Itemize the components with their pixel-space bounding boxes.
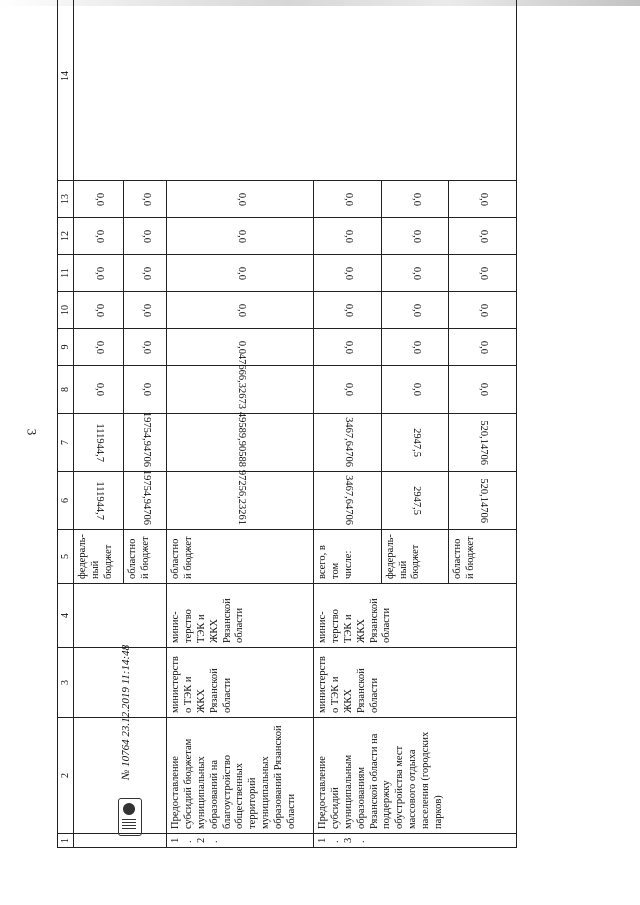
col-num: 9 (58, 329, 74, 366)
value-cell: 0,0 (381, 181, 449, 218)
col-num: 13 (58, 181, 74, 218)
value-cell: 111944,7 (74, 414, 123, 472)
source-cell: всего, в том числе: (314, 530, 382, 584)
col-num: 12 (58, 218, 74, 255)
value-cell: 19754,94706 (123, 472, 167, 530)
source-cell: областной бюджет (167, 530, 314, 584)
value-cell: 0,0 (314, 218, 382, 255)
value-cell: 0,0 (74, 181, 123, 218)
value-cell: 0,0 (167, 329, 314, 366)
value-cell: 0,0 (123, 366, 167, 414)
value-cell: 47666,32673 (167, 366, 314, 414)
source-cell: областной бюджет (449, 530, 517, 584)
value-cell: 0,0 (167, 181, 314, 218)
value-cell: 0,0 (381, 329, 449, 366)
value-cell: 0,0 (381, 292, 449, 329)
value-cell: 0,0 (449, 329, 517, 366)
name-cell: Предоставление субсидий бюджетам муниципальных образований на благоустройство общественных территорий муниципальных образований Рязанской области (167, 718, 314, 834)
value-cell: 0,0 (449, 292, 517, 329)
value-cell: 3467,64706 (314, 414, 382, 472)
value-cell: 0,0 (381, 218, 449, 255)
value-cell: 97256,23261 (167, 472, 314, 530)
col-num: 6 (58, 472, 74, 530)
col-num: 2 (58, 718, 74, 834)
value-cell: 0,0 (123, 255, 167, 292)
value-cell: 0,0 (74, 329, 123, 366)
col-num: 3 (58, 648, 74, 718)
value-cell: 111944,7 (74, 472, 123, 530)
source-cell: федераль-ный бюджет (381, 530, 449, 584)
value-cell: 0,0 (314, 255, 382, 292)
value-cell: 0,0 (449, 366, 517, 414)
value-cell: 0,0 (74, 366, 123, 414)
source-cell: федераль-ный бюджет (74, 530, 123, 584)
row-num-cell: 1.2. (167, 834, 314, 848)
value-cell: 0,0 (123, 218, 167, 255)
value-cell: 0,0 (74, 292, 123, 329)
value-cell: 0,0 (449, 218, 517, 255)
value-cell: 0,0 (123, 329, 167, 366)
value-cell: 19754,94706 (123, 414, 167, 472)
col-num: 8 (58, 366, 74, 414)
value-cell: 49589,90588 (167, 414, 314, 472)
value-cell: 0,0 (123, 181, 167, 218)
value-cell: 3467,64706 (314, 472, 382, 530)
source-cell: областной бюджет (123, 530, 167, 584)
value-cell: 2947,5 (381, 472, 449, 530)
value-cell: 0,0 (449, 181, 517, 218)
value-cell: 0,0 (167, 255, 314, 292)
row-num-cell: 1.3. (314, 834, 517, 848)
value-cell: 0,0 (314, 181, 382, 218)
value-cell: 0,0 (314, 292, 382, 329)
value-cell: 520,14706 (449, 472, 517, 530)
value-cell: 0,0 (381, 366, 449, 414)
executor-cell: министерство ТЭК и ЖКХ Рязанской области (314, 648, 517, 718)
col-num: 14 (58, 0, 74, 181)
executor-cell: министерство ТЭК и ЖКХ Рязанской области (167, 648, 314, 718)
col-num: 7 (58, 414, 74, 472)
col-num: 1 (58, 834, 74, 848)
registration-seal-icon (118, 798, 142, 836)
value-cell: 0,0 (167, 218, 314, 255)
table-row (74, 0, 123, 848)
col-num: 4 (58, 584, 74, 648)
value-cell: 0,0 (449, 255, 517, 292)
coexecutor-cell: минис-терство ТЭК и ЖКХ Рязанской области (167, 584, 314, 648)
value-cell: 0,0 (381, 255, 449, 292)
value-cell: 2947,5 (381, 414, 449, 472)
coexecutor-cell (74, 584, 167, 648)
value-cell: 0,0 (123, 292, 167, 329)
col-num: 11 (58, 255, 74, 292)
page-number: 3 (24, 428, 40, 436)
coexecutor-cell: минис-терство ТЭК и ЖКХ Рязанской области (314, 584, 517, 648)
value-cell: 0,0 (74, 218, 123, 255)
value-cell: 0,0 (74, 255, 123, 292)
value-cell: 0,0 (314, 329, 382, 366)
col14-cell (74, 0, 517, 181)
value-cell: 0,0 (314, 366, 382, 414)
name-cell: Предоставление субсидий муниципальным образованиям Рязанской области на поддержку обустройства мест массового отдыха населения (городских парков) (314, 718, 517, 834)
value-cell: 0,0 (167, 292, 314, 329)
col-num: 5 (58, 530, 74, 584)
col-num: 10 (58, 292, 74, 329)
value-cell: 520,14706 (449, 414, 517, 472)
registration-stamp: № 10764 23.12.2019 11:14:48 (120, 644, 132, 780)
column-number-row (58, 0, 74, 848)
